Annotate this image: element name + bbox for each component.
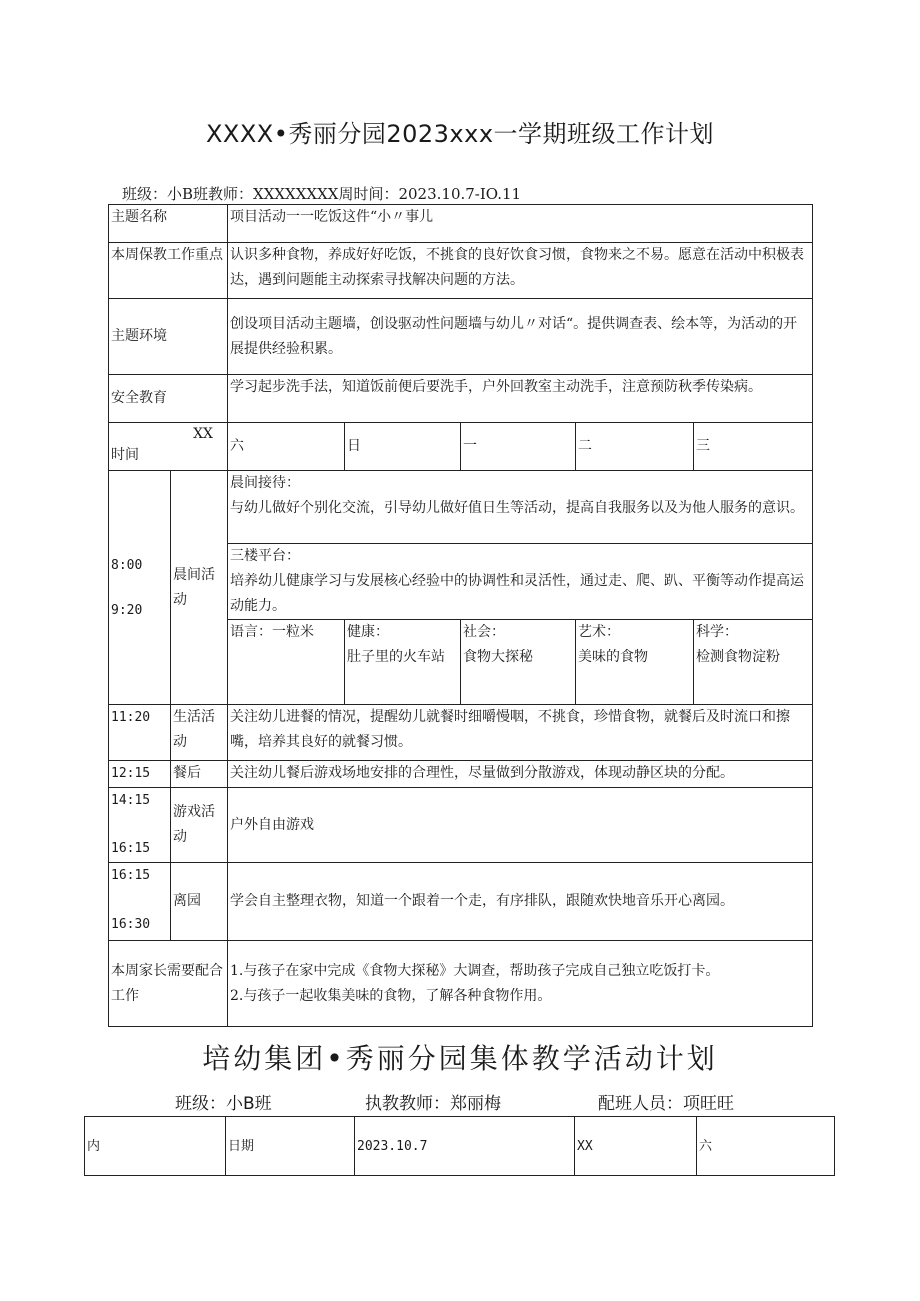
- plan2-cell: 内: [85, 1117, 226, 1176]
- after-meal-text: 关注幼儿餐后游戏场地安排的合理性，尽量做到分散游戏，体现动静区块的分配。: [228, 761, 813, 788]
- parents-item: 1.与孩子在家中完成《食物大探秘》大调查，帮助孩子完成自己独立吃饭打卡。: [230, 962, 720, 979]
- subject-title: 健康：: [347, 624, 389, 640]
- day-header: 三: [694, 423, 813, 471]
- day-header: 一: [461, 423, 576, 471]
- game-time: [109, 788, 171, 863]
- parents-label: 本周家长需要配合工作: [109, 941, 228, 1027]
- subject-content: 美味的食物: [578, 649, 648, 665]
- parents-item: 2.与孩子一起收集美味的食物，了解各种食物作用。: [230, 987, 552, 1004]
- life-activity-label: 生活活动: [171, 705, 228, 761]
- environment-label: 主题环境: [109, 299, 228, 375]
- life-text: 关注幼儿进餐的情况，提醒幼儿就餐时细嚼慢咽，不挑食，珍惜食物，就餐后及时流口和擦嘴，培养其良好的就餐习惯。: [228, 705, 813, 761]
- safety-value: 学习起步洗手法，知道饭前便后要洗手，户外回教室主动洗手，注意预防秋季传染病。: [228, 375, 813, 423]
- morning-time-start: 8:00: [111, 557, 143, 573]
- class-meta-line: 班级：小B班教师：XXXXXXXX周时间：2023.10.7-IO.11: [122, 185, 522, 203]
- subject-title: 社会：: [463, 624, 505, 640]
- life-time-end: 12:15: [109, 761, 171, 788]
- second-plan-title: 培幼集团•秀丽分园集体教学活动计划: [202, 1042, 718, 1075]
- day-header: 日: [345, 423, 461, 471]
- subject-title: 艺术：: [578, 624, 620, 640]
- subject-cell: [345, 620, 461, 705]
- leave-time-start: 16:15: [111, 868, 151, 883]
- morning-time-end: 9:20: [111, 602, 143, 618]
- parents-work: [228, 941, 813, 1027]
- plan2-staff: 配班人员：项旺旺: [598, 1094, 734, 1114]
- day-header: 六: [228, 423, 345, 471]
- weekly-plan-table: [108, 204, 813, 1027]
- safety-label: 安全教育: [109, 375, 228, 423]
- day-header: 二: [576, 423, 694, 471]
- plan2-teacher: 执教教师：郑丽梅: [365, 1094, 501, 1114]
- day-time-header: [109, 423, 228, 471]
- theme-label: 主题名称: [109, 205, 228, 243]
- after-meal-label: 餐后: [171, 761, 228, 788]
- leave-time-end: 16:30: [111, 917, 151, 932]
- reception-text: 与幼儿做好个别化交流，引导幼儿做好值日生等活动，提高自我服务以及为他人服务的意识。: [230, 500, 804, 516]
- morning-activity-label: 晨间活动: [171, 471, 228, 705]
- morning-time: [109, 471, 171, 705]
- game-time-end: 16:15: [111, 841, 151, 856]
- theme-value: 项目活动一一吃饭这件“小〃事儿: [228, 205, 813, 243]
- subject-title: 科学：: [696, 624, 738, 640]
- game-activity-label: 游戏活动: [171, 788, 228, 863]
- environment-value: 创设项目活动主题墙，创设驱动性问题墙与幼儿〃对话“。提供调查表、绘本等，为活动的开展提供经验积累。: [228, 299, 813, 375]
- document-title: XXXX•秀丽分园2023xxx一学期班级工作计划: [205, 120, 715, 148]
- platform-text: 培养幼儿健康学习与发展核心经验中的协调性和灵活性，通过走、爬、趴、平衡等动作提高运动能力。: [230, 573, 804, 614]
- focus-value: 认识多种食物，养成好好吃饭，不挑食的良好饮食习惯，食物来之不易。愿意在活动中积极表达，遇到问题能主动探索寻找解决问题的方法。: [228, 243, 813, 299]
- teaching-plan-table: [84, 1116, 835, 1176]
- game-text: 户外自由游戏: [228, 788, 813, 863]
- reception-title: 晨间接待：: [230, 475, 300, 491]
- focus-label: 本周保教工作重点: [109, 243, 228, 299]
- subject-cell: [694, 620, 813, 705]
- plan2-cell: 六: [697, 1117, 835, 1176]
- subject-cell: [461, 620, 576, 705]
- plan2-class: 班级：小B班: [175, 1094, 272, 1114]
- morning-platform: [228, 544, 813, 620]
- header-xx: XX: [193, 426, 213, 442]
- plan2-cell: XX: [575, 1117, 697, 1176]
- subject-title: 语言：一粒米: [230, 624, 314, 640]
- morning-reception: [228, 471, 813, 544]
- leave-label: 离园: [171, 863, 228, 941]
- subject-cell: [228, 620, 345, 705]
- game-time-start: 14:15: [111, 793, 151, 808]
- header-time: 时间: [111, 447, 139, 463]
- platform-title: 三楼平台：: [230, 548, 300, 564]
- leave-text: 学会自主整理衣物，知道一个跟着一个走，有序排队，跟随欢快地音乐开心离园。: [228, 863, 813, 941]
- plan2-cell: 2023.10.7: [355, 1117, 575, 1176]
- plan2-cell: 日期: [226, 1117, 355, 1176]
- subject-content: 食物大探秘: [463, 649, 533, 665]
- life-time-start: 11:20: [109, 705, 171, 761]
- subject-content: 肚子里的火车站: [347, 649, 445, 665]
- subject-content: 检测食物淀粉: [696, 649, 780, 665]
- leave-time: [109, 863, 171, 941]
- subject-cell: [576, 620, 694, 705]
